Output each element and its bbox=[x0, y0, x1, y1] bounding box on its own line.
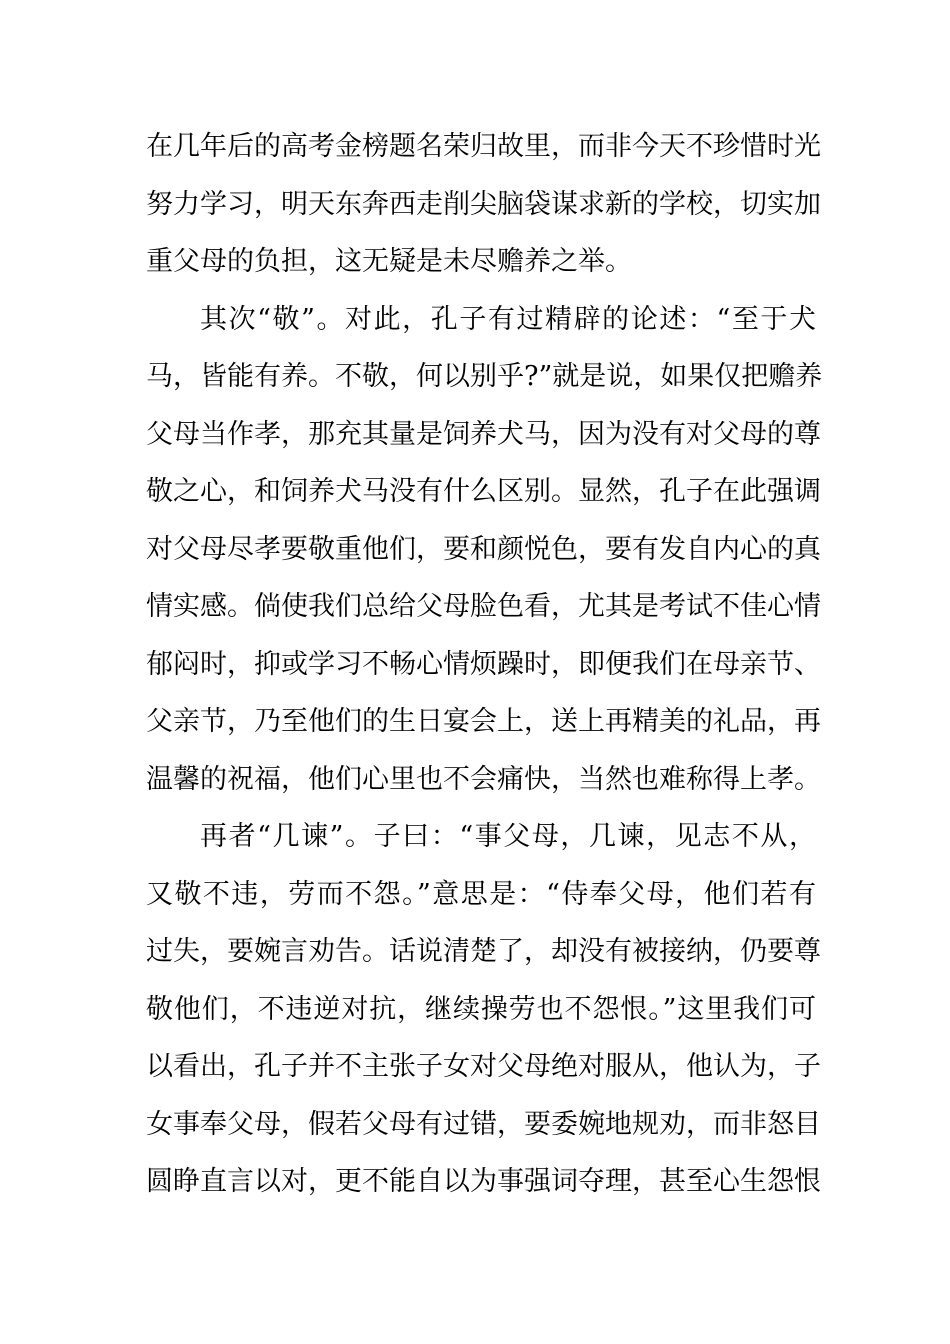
text-line: 郁闷时，抑或学习不畅心情烦躁时，即便我们在母亲节、 bbox=[146, 648, 821, 680]
text-line: 情实感。倘使我们总给父母脸色看，尤其是考试不佳心情 bbox=[146, 591, 821, 622]
paragraph-1 bbox=[146, 118, 821, 291]
text-line: 努力学习，明天东奔西走削尖脑袋谋求新的学校，切实加 bbox=[146, 188, 821, 220]
paragraph-2 bbox=[146, 291, 823, 809]
text-line: 敬他们，不违逆对抗，继续操劳也不怨恨。”这里我们可 bbox=[146, 993, 816, 1025]
text-line: 圆睁直言以对，更不能自以为事强词夺理，甚至心生怨恨 bbox=[146, 1166, 821, 1197]
text-line: 重父母的负担，这无疑是未尽赡养之举。 bbox=[146, 246, 632, 277]
paragraph-3 bbox=[146, 808, 821, 1211]
text-line: 在几年后的高考金榜题名荣归故里，而非今天不珍惜时光 bbox=[146, 131, 821, 162]
text-line: 女事奉父母，假若父母有过错，要委婉地规劝，而非怒目 bbox=[146, 1108, 821, 1140]
text-line: 对父母尽孝要敬重他们，要和颜悦色，要有发自内心的真 bbox=[146, 533, 821, 565]
text-line: 马，皆能有养。不敬，何以别乎?”就是说，如果仅把赡养 bbox=[146, 361, 823, 392]
text-line: 温馨的祝福，他们心里也不会痛快，当然也难称得上孝。 bbox=[146, 763, 821, 795]
text-line: 其次“敬”。对此，孔子有过精辟的论述：“至于犬 bbox=[200, 303, 816, 335]
text-line: 父母当作孝，那充其量是饲养犬马，因为没有对父母的尊 bbox=[146, 418, 821, 450]
text-line: 父亲节，乃至他们的生日宴会上，送上再精美的礼品，再 bbox=[146, 706, 821, 737]
text-line: 敬之心，和饲养犬马没有什么区别。显然，孔子在此强调 bbox=[146, 476, 821, 507]
text-line: 过失，要婉言劝告。话说清楚了，却没有被接纳，仍要尊 bbox=[146, 936, 821, 967]
text-line: 又敬不违，劳而不怨。”意思是：“侍奉父母，他们若有 bbox=[146, 878, 816, 910]
text-line: 再者“几谏”。子曰：“事父母，几谏，见志不从， bbox=[200, 821, 816, 852]
body-text bbox=[146, 118, 823, 1211]
text-line: 以看出，孔子并不主张子女对父母绝对服从，他认为，子 bbox=[146, 1051, 821, 1082]
